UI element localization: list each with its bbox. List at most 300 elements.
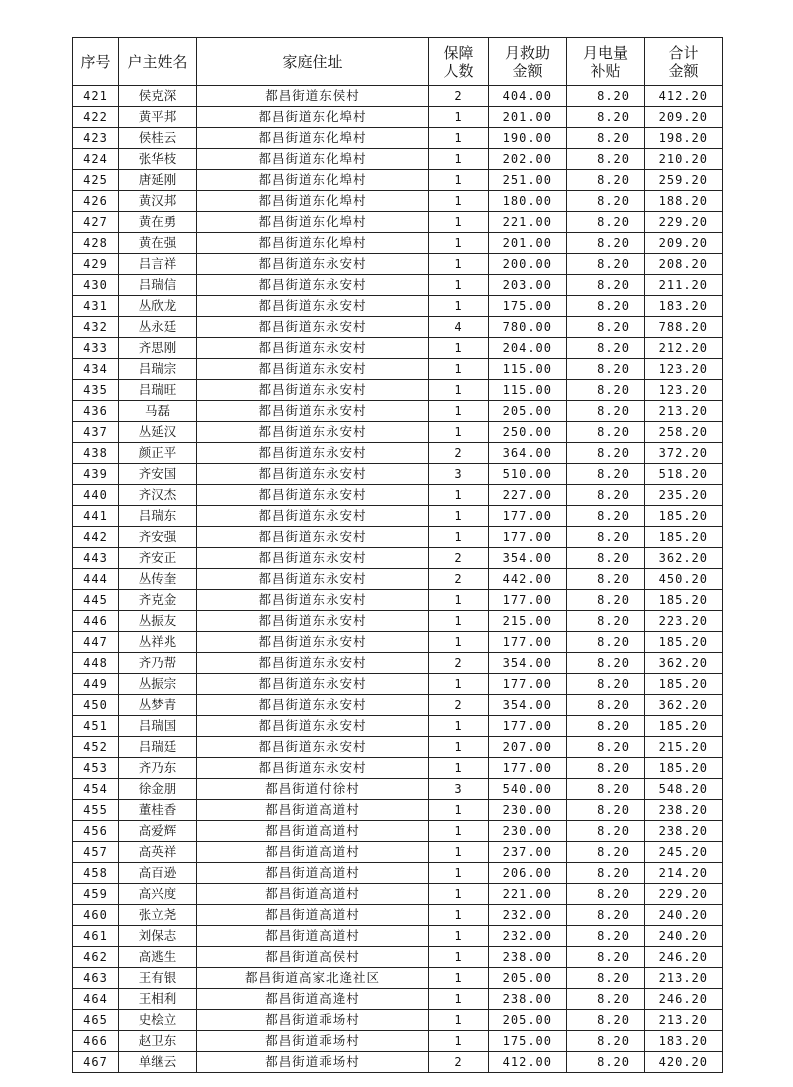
cell-total: 235.20 xyxy=(645,485,723,506)
cell-no: 423 xyxy=(73,128,119,149)
table-row xyxy=(73,254,723,275)
cell-no: 451 xyxy=(73,716,119,737)
cell-name: 王相利 xyxy=(119,989,197,1010)
cell-address: 都昌街道高逄村 xyxy=(197,989,429,1010)
cell-address: 都昌街道东化埠村 xyxy=(197,107,429,128)
cell-power: 8.20 xyxy=(567,1052,645,1073)
table-row xyxy=(73,149,723,170)
cell-power: 8.20 xyxy=(567,485,645,506)
cell-relief: 250.00 xyxy=(489,422,567,443)
cell-persons: 1 xyxy=(429,737,489,758)
cell-power: 8.20 xyxy=(567,1031,645,1052)
cell-name: 齐乃帮 xyxy=(119,653,197,674)
header-no: 序号 xyxy=(73,38,119,86)
cell-relief: 203.00 xyxy=(489,275,567,296)
cell-no: 462 xyxy=(73,947,119,968)
cell-no: 463 xyxy=(73,968,119,989)
cell-no: 438 xyxy=(73,443,119,464)
cell-power: 8.20 xyxy=(567,443,645,464)
cell-power: 8.20 xyxy=(567,170,645,191)
cell-name: 齐思刚 xyxy=(119,338,197,359)
cell-persons: 1 xyxy=(429,905,489,926)
cell-total: 362.20 xyxy=(645,695,723,716)
table-row xyxy=(73,695,723,716)
cell-power: 8.20 xyxy=(567,359,645,380)
cell-no: 427 xyxy=(73,212,119,233)
table-row xyxy=(73,359,723,380)
cell-address: 都昌街道高道村 xyxy=(197,905,429,926)
table-row xyxy=(73,905,723,926)
table-row xyxy=(73,338,723,359)
cell-total: 229.20 xyxy=(645,884,723,905)
cell-persons: 1 xyxy=(429,632,489,653)
cell-no: 437 xyxy=(73,422,119,443)
cell-total: 450.20 xyxy=(645,569,723,590)
cell-persons: 1 xyxy=(429,1010,489,1031)
cell-persons: 1 xyxy=(429,380,489,401)
cell-relief: 221.00 xyxy=(489,884,567,905)
cell-address: 都昌街道乖场村 xyxy=(197,1052,429,1073)
cell-total: 185.20 xyxy=(645,674,723,695)
cell-no: 444 xyxy=(73,569,119,590)
cell-persons: 1 xyxy=(429,590,489,611)
cell-persons: 1 xyxy=(429,821,489,842)
cell-power: 8.20 xyxy=(567,695,645,716)
cell-persons: 1 xyxy=(429,128,489,149)
cell-persons: 1 xyxy=(429,863,489,884)
cell-name: 丛延汉 xyxy=(119,422,197,443)
relief-table xyxy=(72,37,723,1073)
cell-name: 刘保志 xyxy=(119,926,197,947)
cell-relief: 201.00 xyxy=(489,107,567,128)
cell-total: 185.20 xyxy=(645,758,723,779)
cell-relief: 238.00 xyxy=(489,947,567,968)
cell-total: 214.20 xyxy=(645,863,723,884)
cell-name: 吕瑞廷 xyxy=(119,737,197,758)
cell-name: 黄汉邦 xyxy=(119,191,197,212)
table-row xyxy=(73,128,723,149)
cell-persons: 1 xyxy=(429,947,489,968)
cell-power: 8.20 xyxy=(567,1010,645,1031)
cell-relief: 510.00 xyxy=(489,464,567,485)
cell-persons: 4 xyxy=(429,317,489,338)
table-row xyxy=(73,485,723,506)
cell-name: 丛振宗 xyxy=(119,674,197,695)
table-row xyxy=(73,86,723,107)
cell-power: 8.20 xyxy=(567,527,645,548)
cell-address: 都昌街道乖场村 xyxy=(197,1031,429,1052)
cell-no: 467 xyxy=(73,1052,119,1073)
cell-name: 丛传奎 xyxy=(119,569,197,590)
cell-name: 高逃生 xyxy=(119,947,197,968)
cell-total: 518.20 xyxy=(645,464,723,485)
cell-power: 8.20 xyxy=(567,800,645,821)
cell-relief: 412.00 xyxy=(489,1052,567,1073)
cell-power: 8.20 xyxy=(567,947,645,968)
cell-no: 429 xyxy=(73,254,119,275)
cell-relief: 207.00 xyxy=(489,737,567,758)
cell-persons: 1 xyxy=(429,212,489,233)
cell-total: 238.20 xyxy=(645,800,723,821)
cell-relief: 237.00 xyxy=(489,842,567,863)
cell-power: 8.20 xyxy=(567,296,645,317)
cell-power: 8.20 xyxy=(567,380,645,401)
cell-relief: 780.00 xyxy=(489,317,567,338)
header-persons: 保障 人数 xyxy=(429,38,489,86)
cell-total: 211.20 xyxy=(645,275,723,296)
table-row xyxy=(73,947,723,968)
cell-total: 362.20 xyxy=(645,653,723,674)
cell-relief: 354.00 xyxy=(489,653,567,674)
cell-relief: 540.00 xyxy=(489,779,567,800)
cell-no: 461 xyxy=(73,926,119,947)
table-row xyxy=(73,1010,723,1031)
cell-persons: 1 xyxy=(429,674,489,695)
cell-power: 8.20 xyxy=(567,884,645,905)
table-row xyxy=(73,527,723,548)
cell-name: 黄在强 xyxy=(119,233,197,254)
cell-total: 209.20 xyxy=(645,107,723,128)
cell-relief: 177.00 xyxy=(489,758,567,779)
table-row xyxy=(73,1031,723,1052)
cell-no: 421 xyxy=(73,86,119,107)
cell-total: 258.20 xyxy=(645,422,723,443)
cell-no: 464 xyxy=(73,989,119,1010)
cell-relief: 227.00 xyxy=(489,485,567,506)
cell-no: 436 xyxy=(73,401,119,422)
cell-name: 单继云 xyxy=(119,1052,197,1073)
cell-power: 8.20 xyxy=(567,716,645,737)
cell-persons: 1 xyxy=(429,275,489,296)
cell-persons: 3 xyxy=(429,779,489,800)
cell-power: 8.20 xyxy=(567,191,645,212)
cell-persons: 1 xyxy=(429,485,489,506)
cell-persons: 1 xyxy=(429,338,489,359)
table-row xyxy=(73,989,723,1010)
cell-no: 452 xyxy=(73,737,119,758)
cell-address: 都昌街道东永安村 xyxy=(197,422,429,443)
cell-name: 高英祥 xyxy=(119,842,197,863)
cell-address: 都昌街道高道村 xyxy=(197,863,429,884)
cell-name: 王有银 xyxy=(119,968,197,989)
cell-relief: 177.00 xyxy=(489,632,567,653)
table-row xyxy=(73,191,723,212)
cell-power: 8.20 xyxy=(567,863,645,884)
cell-total: 213.20 xyxy=(645,968,723,989)
cell-power: 8.20 xyxy=(567,254,645,275)
cell-no: 430 xyxy=(73,275,119,296)
cell-relief: 232.00 xyxy=(489,926,567,947)
cell-address: 都昌街道东永安村 xyxy=(197,632,429,653)
cell-name: 吕言祥 xyxy=(119,254,197,275)
table-row xyxy=(73,212,723,233)
cell-relief: 115.00 xyxy=(489,359,567,380)
table-row xyxy=(73,926,723,947)
cell-address: 都昌街道东永安村 xyxy=(197,401,429,422)
cell-total: 240.20 xyxy=(645,905,723,926)
cell-address: 都昌街道东永安村 xyxy=(197,275,429,296)
cell-total: 245.20 xyxy=(645,842,723,863)
cell-total: 183.20 xyxy=(645,1031,723,1052)
cell-name: 丛祥兆 xyxy=(119,632,197,653)
cell-name: 张华枝 xyxy=(119,149,197,170)
cell-total: 215.20 xyxy=(645,737,723,758)
cell-power: 8.20 xyxy=(567,128,645,149)
cell-persons: 1 xyxy=(429,107,489,128)
table-row xyxy=(73,737,723,758)
cell-persons: 1 xyxy=(429,170,489,191)
cell-name: 唐延刚 xyxy=(119,170,197,191)
header-row xyxy=(73,38,723,86)
cell-relief: 205.00 xyxy=(489,1010,567,1031)
cell-power: 8.20 xyxy=(567,233,645,254)
cell-address: 都昌街道东永安村 xyxy=(197,464,429,485)
cell-address: 都昌街道东永安村 xyxy=(197,758,429,779)
cell-address: 都昌街道高侯村 xyxy=(197,947,429,968)
cell-relief: 202.00 xyxy=(489,149,567,170)
cell-address: 都昌街道东永安村 xyxy=(197,527,429,548)
cell-name: 张立尧 xyxy=(119,905,197,926)
cell-relief: 230.00 xyxy=(489,800,567,821)
cell-persons: 3 xyxy=(429,464,489,485)
cell-total: 259.20 xyxy=(645,170,723,191)
cell-no: 435 xyxy=(73,380,119,401)
cell-total: 412.20 xyxy=(645,86,723,107)
cell-power: 8.20 xyxy=(567,653,645,674)
cell-persons: 1 xyxy=(429,1031,489,1052)
cell-relief: 200.00 xyxy=(489,254,567,275)
cell-no: 446 xyxy=(73,611,119,632)
cell-no: 442 xyxy=(73,527,119,548)
cell-relief: 364.00 xyxy=(489,443,567,464)
table-row xyxy=(73,716,723,737)
cell-total: 213.20 xyxy=(645,401,723,422)
cell-no: 466 xyxy=(73,1031,119,1052)
cell-relief: 354.00 xyxy=(489,695,567,716)
table-row xyxy=(73,506,723,527)
cell-persons: 1 xyxy=(429,611,489,632)
cell-no: 458 xyxy=(73,863,119,884)
cell-persons: 1 xyxy=(429,989,489,1010)
cell-total: 185.20 xyxy=(645,590,723,611)
cell-name: 丛振友 xyxy=(119,611,197,632)
cell-power: 8.20 xyxy=(567,989,645,1010)
cell-no: 450 xyxy=(73,695,119,716)
cell-no: 440 xyxy=(73,485,119,506)
header-relief: 月救助 金额 xyxy=(489,38,567,86)
cell-no: 447 xyxy=(73,632,119,653)
cell-total: 198.20 xyxy=(645,128,723,149)
cell-no: 426 xyxy=(73,191,119,212)
cell-no: 432 xyxy=(73,317,119,338)
table-row xyxy=(73,884,723,905)
cell-power: 8.20 xyxy=(567,611,645,632)
cell-relief: 201.00 xyxy=(489,233,567,254)
cell-power: 8.20 xyxy=(567,926,645,947)
table-row xyxy=(73,653,723,674)
cell-address: 都昌街道东永安村 xyxy=(197,548,429,569)
cell-persons: 1 xyxy=(429,506,489,527)
cell-no: 460 xyxy=(73,905,119,926)
table-row xyxy=(73,443,723,464)
cell-name: 吕瑞旺 xyxy=(119,380,197,401)
cell-no: 425 xyxy=(73,170,119,191)
cell-total: 183.20 xyxy=(645,296,723,317)
cell-name: 高爱辉 xyxy=(119,821,197,842)
cell-relief: 177.00 xyxy=(489,716,567,737)
cell-total: 788.20 xyxy=(645,317,723,338)
cell-relief: 205.00 xyxy=(489,401,567,422)
cell-name: 徐金朋 xyxy=(119,779,197,800)
table-row xyxy=(73,422,723,443)
cell-power: 8.20 xyxy=(567,905,645,926)
cell-address: 都昌街道高道村 xyxy=(197,821,429,842)
cell-name: 董桂香 xyxy=(119,800,197,821)
cell-persons: 1 xyxy=(429,422,489,443)
table-row xyxy=(73,758,723,779)
cell-address: 都昌街道东永安村 xyxy=(197,338,429,359)
cell-total: 240.20 xyxy=(645,926,723,947)
cell-address: 都昌街道东永安村 xyxy=(197,443,429,464)
cell-no: 424 xyxy=(73,149,119,170)
cell-relief: 177.00 xyxy=(489,506,567,527)
cell-persons: 1 xyxy=(429,758,489,779)
cell-power: 8.20 xyxy=(567,842,645,863)
cell-relief: 251.00 xyxy=(489,170,567,191)
cell-relief: 442.00 xyxy=(489,569,567,590)
cell-address: 都昌街道东永安村 xyxy=(197,737,429,758)
cell-persons: 2 xyxy=(429,86,489,107)
table-row xyxy=(73,569,723,590)
cell-power: 8.20 xyxy=(567,317,645,338)
header-power: 月电量 补贴 xyxy=(567,38,645,86)
cell-name: 吕瑞宗 xyxy=(119,359,197,380)
cell-power: 8.20 xyxy=(567,506,645,527)
cell-no: 428 xyxy=(73,233,119,254)
cell-address: 都昌街道东永安村 xyxy=(197,653,429,674)
cell-power: 8.20 xyxy=(567,464,645,485)
cell-persons: 1 xyxy=(429,359,489,380)
cell-address: 都昌街道高家北逄社区 xyxy=(197,968,429,989)
cell-no: 443 xyxy=(73,548,119,569)
table-row xyxy=(73,842,723,863)
cell-address: 都昌街道东永安村 xyxy=(197,590,429,611)
cell-persons: 2 xyxy=(429,569,489,590)
table-row xyxy=(73,107,723,128)
cell-address: 都昌街道东永安村 xyxy=(197,569,429,590)
cell-relief: 115.00 xyxy=(489,380,567,401)
cell-persons: 1 xyxy=(429,968,489,989)
cell-total: 123.20 xyxy=(645,359,723,380)
cell-total: 229.20 xyxy=(645,212,723,233)
cell-total: 372.20 xyxy=(645,443,723,464)
cell-address: 都昌街道付徐村 xyxy=(197,779,429,800)
cell-relief: 238.00 xyxy=(489,989,567,1010)
cell-total: 223.20 xyxy=(645,611,723,632)
cell-no: 449 xyxy=(73,674,119,695)
cell-address: 都昌街道东永安村 xyxy=(197,611,429,632)
cell-no: 434 xyxy=(73,359,119,380)
cell-relief: 230.00 xyxy=(489,821,567,842)
table-row xyxy=(73,401,723,422)
cell-total: 208.20 xyxy=(645,254,723,275)
cell-persons: 2 xyxy=(429,695,489,716)
header-address: 家庭住址 xyxy=(197,38,429,86)
cell-no: 431 xyxy=(73,296,119,317)
table-row xyxy=(73,800,723,821)
cell-name: 高百逊 xyxy=(119,863,197,884)
cell-total: 238.20 xyxy=(645,821,723,842)
cell-total: 185.20 xyxy=(645,506,723,527)
cell-address: 都昌街道高道村 xyxy=(197,926,429,947)
table-row xyxy=(73,275,723,296)
table-row xyxy=(73,548,723,569)
table-row xyxy=(73,296,723,317)
cell-power: 8.20 xyxy=(567,548,645,569)
cell-power: 8.20 xyxy=(567,275,645,296)
cell-relief: 232.00 xyxy=(489,905,567,926)
cell-relief: 180.00 xyxy=(489,191,567,212)
cell-no: 448 xyxy=(73,653,119,674)
cell-name: 史桧立 xyxy=(119,1010,197,1031)
table-row xyxy=(73,779,723,800)
cell-relief: 206.00 xyxy=(489,863,567,884)
cell-name: 吕瑞国 xyxy=(119,716,197,737)
cell-address: 都昌街道乖场村 xyxy=(197,1010,429,1031)
cell-total: 212.20 xyxy=(645,338,723,359)
cell-total: 185.20 xyxy=(645,716,723,737)
table-row xyxy=(73,590,723,611)
cell-name: 颜正平 xyxy=(119,443,197,464)
cell-relief: 204.00 xyxy=(489,338,567,359)
cell-relief: 175.00 xyxy=(489,296,567,317)
cell-address: 都昌街道东化埠村 xyxy=(197,212,429,233)
cell-power: 8.20 xyxy=(567,422,645,443)
cell-total: 362.20 xyxy=(645,548,723,569)
cell-name: 吕瑞信 xyxy=(119,275,197,296)
cell-name: 黄平邦 xyxy=(119,107,197,128)
table-row xyxy=(73,464,723,485)
cell-address: 都昌街道高道村 xyxy=(197,842,429,863)
cell-no: 465 xyxy=(73,1010,119,1031)
cell-name: 吕瑞东 xyxy=(119,506,197,527)
table-row xyxy=(73,821,723,842)
cell-persons: 1 xyxy=(429,233,489,254)
cell-total: 185.20 xyxy=(645,632,723,653)
table-row xyxy=(73,380,723,401)
cell-address: 都昌街道东永安村 xyxy=(197,380,429,401)
table-row xyxy=(73,632,723,653)
table-row xyxy=(73,611,723,632)
cell-total: 210.20 xyxy=(645,149,723,170)
cell-name: 丛梦青 xyxy=(119,695,197,716)
table-row xyxy=(73,233,723,254)
header-total: 合计 金额 xyxy=(645,38,723,86)
cell-power: 8.20 xyxy=(567,674,645,695)
cell-power: 8.20 xyxy=(567,779,645,800)
cell-total: 188.20 xyxy=(645,191,723,212)
cell-name: 马磊 xyxy=(119,401,197,422)
cell-address: 都昌街道东永安村 xyxy=(197,296,429,317)
table-row xyxy=(73,317,723,338)
cell-relief: 177.00 xyxy=(489,527,567,548)
cell-power: 8.20 xyxy=(567,758,645,779)
cell-relief: 205.00 xyxy=(489,968,567,989)
cell-address: 都昌街道东永安村 xyxy=(197,716,429,737)
cell-relief: 404.00 xyxy=(489,86,567,107)
cell-address: 都昌街道高道村 xyxy=(197,800,429,821)
cell-name: 齐克金 xyxy=(119,590,197,611)
